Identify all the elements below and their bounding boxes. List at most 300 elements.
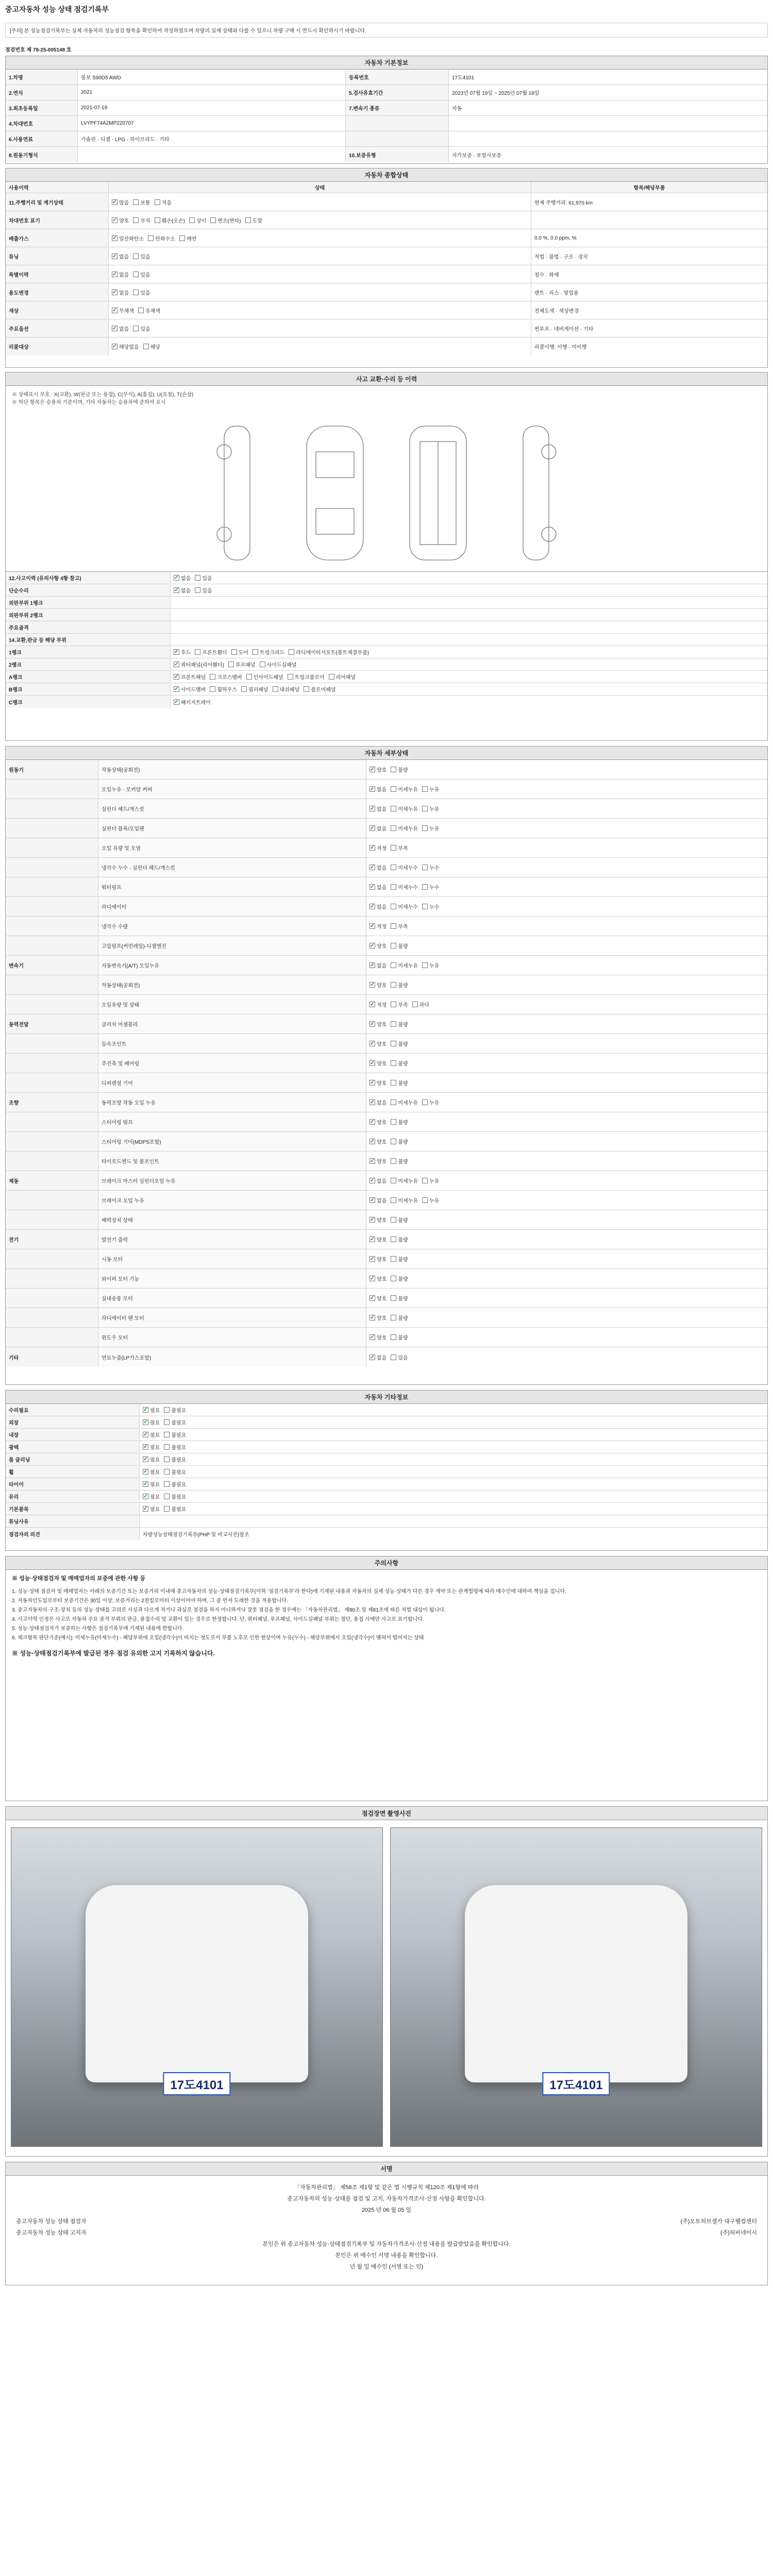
option-item[interactable] <box>391 1157 408 1165</box>
option-item[interactable] <box>422 863 439 871</box>
option-item[interactable] <box>246 673 283 681</box>
option-item[interactable] <box>133 252 150 260</box>
option-item[interactable] <box>143 1468 160 1476</box>
option-item[interactable] <box>391 1275 408 1282</box>
option-item[interactable] <box>174 574 191 582</box>
option-item[interactable] <box>369 1294 386 1302</box>
checkbox-icon[interactable] <box>391 962 396 968</box>
checkbox-icon[interactable] <box>391 1334 396 1340</box>
checkbox-icon[interactable]: ✓ <box>370 1158 375 1164</box>
option-item[interactable] <box>369 1177 386 1184</box>
checkbox-icon[interactable]: ✓ <box>370 1099 375 1105</box>
checkbox-icon[interactable] <box>391 1315 396 1320</box>
checkbox-icon[interactable] <box>391 1256 396 1262</box>
option-item[interactable] <box>174 698 211 706</box>
checkbox-icon[interactable] <box>164 1469 170 1475</box>
checkbox-icon[interactable]: ✓ <box>370 884 375 890</box>
checkbox-icon[interactable]: ✓ <box>174 699 179 705</box>
option-item[interactable] <box>369 1353 386 1361</box>
option-item[interactable] <box>143 1418 160 1426</box>
checkbox-icon[interactable]: ✓ <box>370 1178 375 1183</box>
option-item[interactable] <box>112 216 129 224</box>
option-item[interactable] <box>369 903 386 910</box>
checkbox-icon[interactable]: ✓ <box>370 1256 375 1262</box>
checkbox-icon[interactable]: ✓ <box>143 1469 148 1475</box>
checkbox-icon[interactable]: ✓ <box>112 344 117 349</box>
option-item[interactable] <box>391 1001 408 1008</box>
option-item[interactable] <box>369 844 386 852</box>
option-item[interactable] <box>412 1001 429 1008</box>
checkbox-icon[interactable] <box>422 825 428 831</box>
option-item[interactable] <box>391 1177 418 1184</box>
option-item[interactable] <box>422 961 439 969</box>
option-item[interactable] <box>195 648 227 656</box>
option-item[interactable] <box>391 903 418 910</box>
checkbox-icon[interactable]: ✓ <box>370 943 375 948</box>
checkbox-icon[interactable] <box>422 865 428 870</box>
option-item[interactable] <box>143 1455 160 1463</box>
option-item[interactable] <box>391 961 418 969</box>
option-item[interactable] <box>133 270 150 278</box>
option-item[interactable] <box>369 1079 386 1087</box>
checkbox-icon[interactable] <box>391 845 396 851</box>
checkbox-icon[interactable] <box>422 1197 428 1203</box>
checkbox-icon[interactable] <box>289 649 294 655</box>
checkbox-icon[interactable]: ✓ <box>174 575 179 581</box>
checkbox-icon[interactable] <box>133 253 139 259</box>
option-item[interactable] <box>369 1098 386 1106</box>
checkbox-icon[interactable] <box>164 1432 170 1437</box>
checkbox-icon[interactable] <box>288 674 293 680</box>
option-item[interactable] <box>143 1505 160 1513</box>
option-item[interactable] <box>133 216 150 224</box>
checkbox-icon[interactable] <box>422 962 428 968</box>
checkbox-icon[interactable] <box>304 686 309 692</box>
category-label: 조향 <box>6 1093 98 1112</box>
checkbox-icon[interactable]: ✓ <box>112 325 117 331</box>
checkbox-icon[interactable]: ✓ <box>370 1002 375 1007</box>
option-item[interactable] <box>369 1059 386 1067</box>
option-item[interactable] <box>369 1001 386 1008</box>
option-item[interactable] <box>241 685 268 693</box>
checkbox-icon[interactable]: ✓ <box>370 1060 375 1066</box>
option-item[interactable] <box>391 1294 408 1302</box>
checkbox-icon[interactable] <box>391 904 396 909</box>
checkbox-icon[interactable] <box>138 308 144 313</box>
option-label: 불량 <box>398 983 408 989</box>
option-item[interactable] <box>138 307 160 314</box>
option-group <box>171 572 767 584</box>
checkbox-icon[interactable] <box>391 1119 396 1125</box>
option-item[interactable] <box>391 1020 408 1028</box>
option-item[interactable] <box>195 586 212 594</box>
option-item[interactable] <box>133 289 150 296</box>
checkbox-icon[interactable]: ✓ <box>143 1444 148 1450</box>
checkbox-icon[interactable] <box>164 1456 170 1462</box>
option-item[interactable] <box>179 234 196 242</box>
option-item[interactable] <box>391 1235 408 1243</box>
checkbox-icon[interactable] <box>143 344 149 349</box>
checkbox-icon[interactable]: ✓ <box>370 1197 375 1203</box>
checkbox-icon[interactable] <box>391 1217 396 1223</box>
option-item[interactable] <box>391 1098 418 1106</box>
option-item[interactable] <box>369 961 386 969</box>
checkbox-icon[interactable] <box>210 674 215 680</box>
checkbox-icon[interactable]: ✓ <box>112 307 117 313</box>
option-item[interactable] <box>422 1196 439 1204</box>
option-item[interactable] <box>369 1216 386 1224</box>
inspector-name: (주)오토허브셀카 대구웰컴센터 <box>680 2218 757 2225</box>
checkbox-icon[interactable] <box>133 272 139 277</box>
checkbox-icon[interactable]: ✓ <box>112 253 117 259</box>
checkbox-icon[interactable]: ✓ <box>143 1419 148 1425</box>
option-item[interactable] <box>422 1098 439 1106</box>
checkbox-icon[interactable]: ✓ <box>112 199 117 205</box>
option-item[interactable] <box>391 766 408 773</box>
checkbox-icon[interactable]: ✓ <box>370 923 375 929</box>
checkbox-icon[interactable] <box>391 1099 396 1105</box>
option-item[interactable] <box>195 574 212 582</box>
checkbox-icon[interactable]: ✓ <box>174 649 179 655</box>
checkbox-icon[interactable]: ✓ <box>112 235 117 241</box>
option-item[interactable] <box>369 1020 386 1028</box>
checkbox-icon[interactable] <box>195 649 200 655</box>
option-item[interactable] <box>155 216 185 224</box>
option-item[interactable] <box>391 863 418 871</box>
option-item[interactable] <box>391 981 408 989</box>
option-item[interactable] <box>369 1333 386 1341</box>
option-item[interactable] <box>164 1455 186 1463</box>
option-item[interactable] <box>391 1353 408 1361</box>
checkbox-icon[interactable] <box>133 326 139 331</box>
option-item[interactable] <box>369 824 386 832</box>
checkbox-icon[interactable] <box>241 686 247 692</box>
option-item[interactable] <box>391 1079 408 1087</box>
checkbox-icon[interactable]: ✓ <box>370 1041 375 1046</box>
checkbox-icon[interactable] <box>391 767 396 772</box>
checkbox-icon[interactable] <box>164 1419 170 1425</box>
category-label <box>6 799 98 818</box>
checkbox-icon[interactable] <box>253 649 258 655</box>
checkbox-icon[interactable]: ✓ <box>143 1432 148 1437</box>
checkbox-icon[interactable] <box>189 217 195 223</box>
option-item[interactable] <box>391 1040 408 1047</box>
checkbox-icon[interactable]: ✓ <box>370 1354 375 1360</box>
option-item[interactable] <box>391 942 408 950</box>
checkbox-icon[interactable]: ✓ <box>370 1236 375 1242</box>
option-item[interactable] <box>391 1118 408 1126</box>
option-item[interactable] <box>329 673 356 681</box>
checkbox-icon[interactable] <box>391 1295 396 1301</box>
checkbox-icon[interactable] <box>231 649 237 655</box>
option-item[interactable] <box>369 785 386 793</box>
buyer-sign-line[interactable]: 년 월 일 매수인 (서명 또는 인) <box>349 2264 424 2270</box>
checkbox-icon[interactable] <box>133 217 139 223</box>
option-item[interactable] <box>369 1255 386 1263</box>
option-item[interactable] <box>369 942 386 950</box>
option-item[interactable] <box>164 1493 186 1500</box>
legend-note: ※ 하단 항목은 승용차 기준이며, 기타 자동차는 승용차에 준하여 표시 <box>12 400 166 405</box>
option-item[interactable] <box>369 1040 386 1047</box>
option-item[interactable] <box>164 1431 186 1438</box>
checkbox-icon[interactable] <box>422 1178 428 1183</box>
checkbox-icon[interactable] <box>133 199 139 205</box>
option-item[interactable] <box>231 648 248 656</box>
checkbox-icon[interactable]: ✓ <box>143 1494 148 1499</box>
option-item[interactable] <box>112 234 144 242</box>
checkbox-icon[interactable] <box>164 1444 170 1450</box>
option-item[interactable] <box>143 1480 160 1488</box>
checkbox-icon[interactable] <box>422 904 428 909</box>
option-item[interactable] <box>133 325 150 332</box>
checkbox-icon[interactable] <box>329 674 334 680</box>
option-item[interactable] <box>112 307 134 314</box>
option-item[interactable] <box>391 824 418 832</box>
option-item[interactable] <box>391 785 418 793</box>
checkbox-icon[interactable] <box>391 865 396 870</box>
checkbox-icon[interactable]: ✓ <box>370 962 375 968</box>
checkbox-icon[interactable] <box>391 1158 396 1164</box>
option-item[interactable] <box>112 252 129 260</box>
checkbox-icon[interactable] <box>260 662 265 667</box>
option-item[interactable] <box>174 648 191 656</box>
checkbox-icon[interactable] <box>391 1060 396 1066</box>
checkbox-icon[interactable] <box>155 217 160 223</box>
option-group <box>109 265 531 283</box>
option-item[interactable] <box>112 325 129 332</box>
checkbox-icon[interactable]: ✓ <box>174 674 179 680</box>
option-item[interactable] <box>210 673 242 681</box>
option-item[interactable] <box>422 805 439 812</box>
option-item[interactable] <box>174 586 191 594</box>
checkbox-icon[interactable] <box>422 1099 428 1105</box>
option-item[interactable] <box>164 1406 186 1414</box>
checkbox-icon[interactable] <box>412 1002 418 1007</box>
checkbox-icon[interactable] <box>391 1021 396 1027</box>
option-item[interactable] <box>210 685 237 693</box>
option-item[interactable] <box>422 883 439 891</box>
option-item[interactable] <box>304 685 335 693</box>
checkbox-icon[interactable]: ✓ <box>143 1506 148 1512</box>
option-item[interactable] <box>369 922 386 930</box>
checkbox-icon[interactable] <box>391 1041 396 1046</box>
checkbox-icon[interactable] <box>391 1236 396 1242</box>
option-item[interactable] <box>369 981 386 989</box>
checkbox-icon[interactable] <box>245 217 251 223</box>
checkbox-icon[interactable] <box>391 825 396 831</box>
option-item[interactable] <box>143 1406 160 1414</box>
checkbox-icon[interactable]: ✓ <box>370 904 375 909</box>
confirm-text: 본인은 위 중고자동차 성능·상태점검기록부 및 자동차가격조사·산정 내용을 발급받았음을 확인합니다. <box>262 2241 511 2247</box>
option-item[interactable] <box>369 883 386 891</box>
option-item[interactable] <box>391 922 408 930</box>
checkbox-icon[interactable] <box>148 235 154 241</box>
checkbox-icon[interactable] <box>391 1197 396 1203</box>
option-label: 미세누수 <box>398 885 418 891</box>
option-item[interactable] <box>391 1138 408 1145</box>
option-item[interactable] <box>253 648 284 656</box>
option-item[interactable] <box>133 198 150 206</box>
checkbox-icon[interactable] <box>391 806 396 811</box>
option-item[interactable] <box>164 1505 186 1513</box>
checkbox-icon[interactable]: ✓ <box>370 1295 375 1301</box>
option-item[interactable] <box>391 805 418 812</box>
checkbox-icon[interactable]: ✓ <box>370 1139 375 1144</box>
checkbox-icon[interactable] <box>391 982 396 988</box>
option-item[interactable] <box>210 216 241 224</box>
option-item[interactable] <box>391 1333 408 1341</box>
checkbox-icon[interactable] <box>164 1506 170 1512</box>
option-item[interactable] <box>143 1443 160 1451</box>
checkbox-icon[interactable] <box>391 923 396 929</box>
checkbox-icon[interactable]: ✓ <box>112 217 117 223</box>
option-item[interactable] <box>164 1443 186 1451</box>
item-label: 발전기 출력 <box>98 1230 366 1249</box>
option-item[interactable] <box>164 1480 186 1488</box>
checkbox-icon[interactable] <box>164 1481 170 1487</box>
option-item[interactable] <box>422 785 439 793</box>
option-item[interactable] <box>391 1255 408 1263</box>
option-item[interactable] <box>369 1138 386 1145</box>
checkbox-icon[interactable] <box>210 217 216 223</box>
option-item[interactable] <box>369 1196 386 1204</box>
option-item[interactable] <box>143 343 160 350</box>
checkbox-icon[interactable]: ✓ <box>370 786 375 792</box>
option-item[interactable] <box>369 1157 386 1165</box>
row-label: 휠 <box>6 1466 140 1478</box>
checkbox-icon[interactable]: ✓ <box>370 1021 375 1027</box>
option-item[interactable] <box>174 660 224 668</box>
option-item[interactable] <box>228 660 256 668</box>
checkbox-icon[interactable] <box>391 786 396 792</box>
checkbox-icon[interactable]: ✓ <box>112 271 117 277</box>
option-item[interactable] <box>391 1196 418 1204</box>
option-item[interactable] <box>260 660 297 668</box>
option-item[interactable] <box>155 198 172 206</box>
option-item[interactable] <box>391 1216 408 1224</box>
option-item[interactable] <box>174 673 206 681</box>
option-group <box>109 337 531 355</box>
checkbox-icon[interactable]: ✓ <box>370 1119 375 1125</box>
option-item[interactable] <box>148 234 175 242</box>
option-group <box>109 283 531 301</box>
checkbox-icon[interactable] <box>195 587 200 593</box>
checkbox-icon[interactable] <box>422 786 428 792</box>
option-label: 있음 <box>140 254 150 260</box>
option-item[interactable] <box>143 1431 160 1438</box>
option-item[interactable] <box>112 198 129 206</box>
checkbox-icon[interactable]: ✓ <box>370 845 375 851</box>
option-item[interactable] <box>369 766 386 773</box>
option-item[interactable] <box>189 216 206 224</box>
option-item[interactable] <box>422 1177 439 1184</box>
checkbox-icon[interactable]: ✓ <box>370 1217 375 1223</box>
checkbox-icon[interactable]: ✓ <box>370 806 375 811</box>
checkbox-icon[interactable] <box>164 1494 170 1499</box>
checkbox-icon[interactable]: ✓ <box>143 1481 148 1487</box>
option-label: 불량 <box>398 944 408 950</box>
checkbox-icon[interactable] <box>422 806 428 811</box>
category-label <box>6 1308 98 1327</box>
checkbox-icon[interactable] <box>391 1139 396 1144</box>
checkbox-icon[interactable]: ✓ <box>174 686 179 692</box>
checkbox-icon[interactable]: ✓ <box>370 1276 375 1281</box>
checkbox-icon[interactable] <box>164 1407 170 1413</box>
option-item[interactable] <box>112 270 129 278</box>
option-item[interactable] <box>245 216 262 224</box>
checkbox-icon[interactable]: ✓ <box>174 662 179 667</box>
checkbox-icon[interactable] <box>391 1178 396 1183</box>
option-item[interactable] <box>289 648 369 656</box>
checkbox-icon[interactable] <box>179 235 185 241</box>
category-label <box>6 877 98 896</box>
option-item[interactable] <box>369 1275 386 1282</box>
checkbox-icon[interactable]: ✓ <box>370 865 375 870</box>
item-label: 스티어링 기어(MDPS포함) <box>98 1132 366 1151</box>
checkbox-icon[interactable]: ✓ <box>370 767 375 772</box>
checkbox-icon[interactable]: ✓ <box>370 825 375 831</box>
option-item[interactable] <box>164 1468 186 1476</box>
checkbox-icon[interactable]: ✓ <box>370 982 375 988</box>
option-item[interactable] <box>369 863 386 871</box>
checkbox-icon[interactable]: ✓ <box>370 1315 375 1320</box>
checkbox-icon[interactable] <box>391 1354 396 1360</box>
field-label: 4.차대번호 <box>6 116 78 131</box>
option-item[interactable] <box>112 343 139 350</box>
option-item[interactable] <box>422 903 439 910</box>
option-item[interactable] <box>391 844 408 852</box>
option-item[interactable] <box>422 824 439 832</box>
option-item[interactable] <box>174 685 206 693</box>
checkbox-icon[interactable] <box>391 1276 396 1281</box>
option-item[interactable] <box>143 1493 160 1500</box>
checkbox-icon[interactable] <box>273 686 278 692</box>
option-item[interactable] <box>369 1118 386 1126</box>
option-item[interactable] <box>112 289 129 296</box>
checkbox-icon[interactable] <box>246 674 252 680</box>
checkbox-icon[interactable] <box>422 884 428 890</box>
checkbox-icon[interactable]: ✓ <box>143 1407 148 1413</box>
option-item[interactable] <box>391 1314 408 1321</box>
caution-item: 3. 중고자동차의 구조·장치 등의 성능·상태를 고의로 사실과 다르게 적거나 과실로 점검을 하지 아니하거나 잘못 점검을 한 경우에는 「자동차관리법」 제80조 및 제81조에 따른 처벌 대상이 됩니다. <box>12 1607 446 1613</box>
checkbox-icon[interactable] <box>391 884 396 890</box>
checkbox-icon[interactable] <box>133 290 139 295</box>
checkbox-icon[interactable] <box>210 686 215 692</box>
option-label: 누수 <box>429 866 440 871</box>
checkbox-icon[interactable]: ✓ <box>112 289 117 295</box>
checkbox-icon[interactable]: ✓ <box>370 1334 375 1340</box>
checkbox-icon[interactable] <box>228 662 234 667</box>
checkbox-icon[interactable] <box>155 199 160 205</box>
checkbox-icon[interactable] <box>391 1002 396 1007</box>
checkbox-icon[interactable] <box>391 943 396 948</box>
checkbox-icon[interactable] <box>195 575 200 581</box>
option-item[interactable] <box>164 1418 186 1426</box>
option-item[interactable] <box>391 883 418 891</box>
option-item[interactable] <box>369 805 386 812</box>
col-header: 사용이력 <box>6 182 109 193</box>
checkbox-icon[interactable]: ✓ <box>370 1080 375 1086</box>
checkbox-icon[interactable] <box>391 1080 396 1086</box>
option-item[interactable] <box>369 1235 386 1243</box>
checkbox-icon[interactable]: ✓ <box>143 1456 148 1462</box>
option-item[interactable] <box>369 1314 386 1321</box>
option-item[interactable] <box>273 685 300 693</box>
option-item[interactable] <box>288 673 325 681</box>
sign-line: 중고자동차의 성능·상태를 점검 및 고지, 자동차가격조사·산정 사항을 확인합니다. <box>287 2196 486 2202</box>
checkbox-icon[interactable]: ✓ <box>174 587 179 593</box>
option-item[interactable] <box>391 1059 408 1067</box>
